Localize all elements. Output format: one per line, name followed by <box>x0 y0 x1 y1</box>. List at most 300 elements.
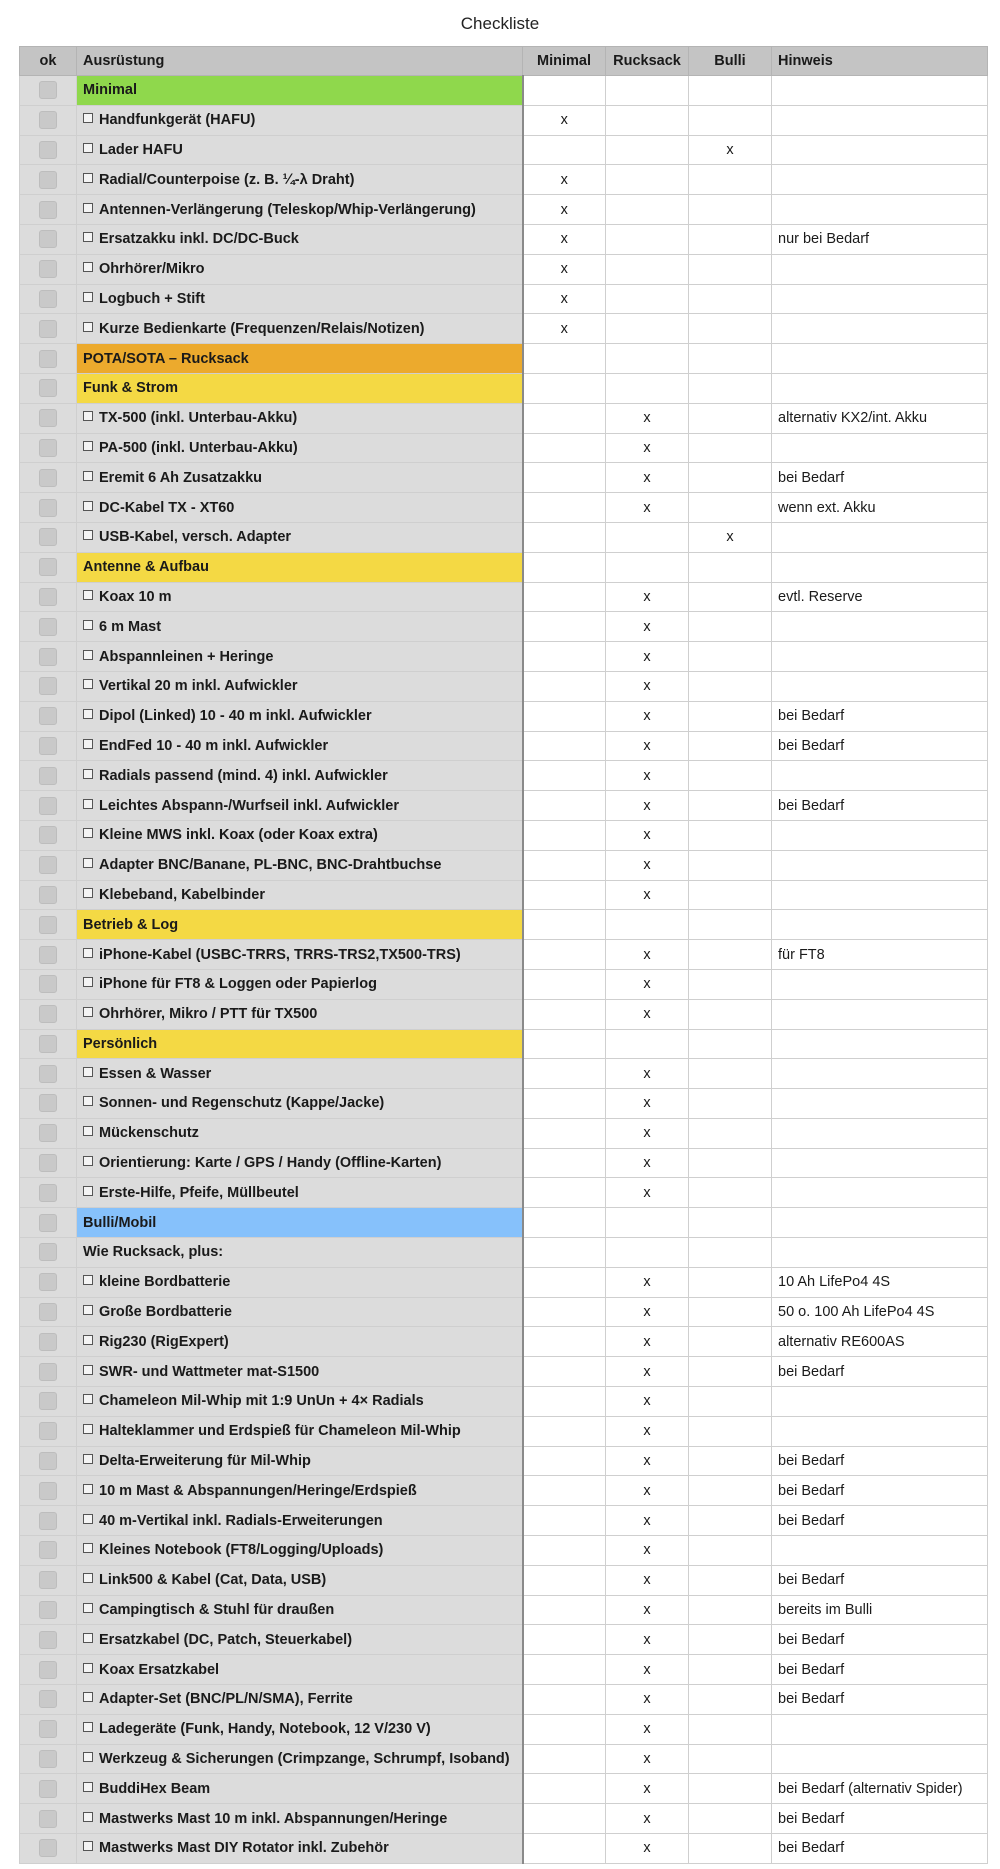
table-row <box>20 1476 988 1506</box>
hint-cell: wenn ext. Akku <box>772 493 988 523</box>
minimal-mark-cell <box>523 940 606 970</box>
ok-checkbox[interactable] <box>39 1750 57 1768</box>
hint-cell: bei Bedarf <box>772 1506 988 1536</box>
item-cell <box>77 880 523 910</box>
ok-cell <box>20 642 77 672</box>
item-label: Ersatzakku inkl. DC/DC-Buck <box>99 231 299 248</box>
bulli-mark-cell <box>689 1387 772 1417</box>
ok-cell <box>20 1804 77 1834</box>
checkbox-glyph-icon <box>83 1603 93 1613</box>
hint-cell <box>772 1178 988 1208</box>
table-row <box>20 1387 988 1417</box>
ok-checkbox[interactable] <box>39 648 57 666</box>
bulli-mark-cell <box>689 761 772 791</box>
hint-cell <box>772 999 988 1029</box>
ok-checkbox[interactable] <box>39 618 57 636</box>
hint-cell: bei Bedarf <box>772 701 988 731</box>
checkbox-glyph-icon <box>83 1841 93 1851</box>
checkbox-glyph-icon <box>83 232 93 242</box>
checkbox-glyph-icon <box>83 1365 93 1375</box>
ok-cell <box>20 1267 77 1297</box>
ok-checkbox[interactable] <box>39 141 57 159</box>
hint-cell: bei Bedarf <box>772 1834 988 1864</box>
bulli-mark-cell <box>689 105 772 135</box>
item-label: Campingtisch & Stuhl für draußen <box>99 1602 335 1619</box>
item-label: Rig230 (RigExpert) <box>99 1333 229 1350</box>
item-cell <box>77 1625 523 1655</box>
section-label: Betrieb & Log <box>83 916 179 933</box>
ok-checkbox[interactable] <box>39 1601 57 1619</box>
item-label: Kurze Bedienkarte (Frequenzen/Relais/Notizen) <box>99 320 425 337</box>
bulli-mark-cell <box>689 910 772 940</box>
hint-cell <box>772 552 988 582</box>
checkbox-glyph-icon <box>83 411 93 421</box>
item-cell <box>77 1118 523 1148</box>
item-cell <box>77 1804 523 1834</box>
minimal-mark-cell <box>523 1476 606 1506</box>
ok-checkbox[interactable] <box>39 1035 57 1053</box>
rucksack-mark-cell: x <box>606 1595 689 1625</box>
ok-checkbox[interactable] <box>39 409 57 427</box>
table-row <box>20 1118 988 1148</box>
ok-checkbox[interactable] <box>39 886 57 904</box>
bulli-mark-cell <box>689 791 772 821</box>
ok-cell <box>20 1357 77 1387</box>
bulli-mark-cell <box>689 344 772 374</box>
minimal-mark-cell: x <box>523 195 606 225</box>
ok-checkbox[interactable] <box>39 260 57 278</box>
ok-checkbox[interactable] <box>39 1363 57 1381</box>
table-row <box>20 701 988 731</box>
checkbox-glyph-icon <box>83 1275 93 1285</box>
ok-checkbox[interactable] <box>39 350 57 368</box>
minimal-mark-cell <box>523 76 606 106</box>
bulli-mark-cell <box>689 433 772 463</box>
rucksack-mark-cell <box>606 254 689 284</box>
item-label: Mückenschutz <box>99 1125 199 1142</box>
table-row <box>20 820 988 850</box>
bulli-mark-cell <box>689 314 772 344</box>
table-row <box>20 403 988 433</box>
hint-cell <box>772 671 988 701</box>
ok-cell <box>20 612 77 642</box>
table-row <box>20 1744 988 1774</box>
item-cell <box>77 1774 523 1804</box>
item-label: TX-500 (inkl. Unterbau-Akku) <box>99 410 298 427</box>
rucksack-mark-cell: x <box>606 1148 689 1178</box>
table-row <box>20 433 988 463</box>
ok-checkbox[interactable] <box>39 1392 57 1410</box>
ok-cell <box>20 522 77 552</box>
bulli-mark-cell <box>689 403 772 433</box>
ok-checkbox[interactable] <box>39 856 57 874</box>
bulli-mark-cell <box>689 1744 772 1774</box>
ok-cell <box>20 671 77 701</box>
item-label: Orientierung: Karte / GPS / Handy (Offline-Karten) <box>99 1155 442 1172</box>
bulli-mark-cell <box>689 1565 772 1595</box>
minimal-mark-cell <box>523 1178 606 1208</box>
ok-checkbox[interactable] <box>39 588 57 606</box>
table-row <box>20 463 988 493</box>
ok-cell <box>20 1655 77 1685</box>
ok-cell <box>20 373 77 403</box>
rucksack-mark-cell: x <box>606 403 689 433</box>
item-label: Koax 10 m <box>99 588 172 605</box>
ok-checkbox[interactable] <box>39 171 57 189</box>
checkbox-glyph-icon <box>83 590 93 600</box>
bulli-mark-cell <box>689 1804 772 1834</box>
table-row <box>20 850 988 880</box>
table-row <box>20 1774 988 1804</box>
hint-cell <box>772 820 988 850</box>
ok-checkbox[interactable] <box>39 1541 57 1559</box>
rucksack-mark-cell: x <box>606 1536 689 1566</box>
item-cell <box>77 135 523 165</box>
item-label: Mastwerks Mast DIY Rotator inkl. Zubehör <box>99 1840 389 1857</box>
ok-cell <box>20 1387 77 1417</box>
table-row <box>20 1416 988 1446</box>
table-row <box>20 1536 988 1566</box>
checkbox-glyph-icon <box>83 471 93 481</box>
item-label: Ersatzkabel (DC, Patch, Steuerkabel) <box>99 1631 353 1648</box>
hint-cell: für FT8 <box>772 940 988 970</box>
ok-checkbox[interactable] <box>39 439 57 457</box>
rucksack-mark-cell: x <box>606 1059 689 1089</box>
table-row <box>20 522 988 552</box>
item-cell <box>77 1267 523 1297</box>
item-label: Radials passend (mind. 4) inkl. Aufwickler <box>99 767 388 784</box>
item-label: Kleine MWS inkl. Koax (oder Koax extra) <box>99 827 378 844</box>
rucksack-mark-cell: x <box>606 1476 689 1506</box>
hint-cell <box>772 195 988 225</box>
item-label: Delta-Erweiterung für Mil-Whip <box>99 1453 311 1470</box>
item-cell <box>77 850 523 880</box>
ok-checkbox[interactable] <box>39 469 57 487</box>
checkbox-glyph-icon <box>83 203 93 213</box>
hint-cell: bei Bedarf <box>772 1446 988 1476</box>
checkbox-glyph-icon <box>83 113 93 123</box>
ok-checkbox[interactable] <box>39 767 57 785</box>
bulli-mark-cell <box>689 1655 772 1685</box>
ok-checkbox[interactable] <box>39 320 57 338</box>
ok-cell <box>20 880 77 910</box>
checkbox-glyph-icon <box>83 1186 93 1196</box>
item-cell <box>77 969 523 999</box>
rucksack-mark-cell: x <box>606 969 689 999</box>
item-cell <box>77 1506 523 1536</box>
section-row <box>20 910 988 940</box>
ok-cell <box>20 1416 77 1446</box>
ok-checkbox[interactable] <box>39 1631 57 1649</box>
ok-checkbox[interactable] <box>39 797 57 815</box>
ok-checkbox[interactable] <box>39 379 57 397</box>
ok-cell <box>20 1238 77 1268</box>
minimal-mark-cell <box>523 1238 606 1268</box>
checkbox-glyph-icon <box>83 1663 93 1673</box>
ok-cell <box>20 344 77 374</box>
ok-checkbox[interactable] <box>39 737 57 755</box>
bulli-mark-cell <box>689 1178 772 1208</box>
item-label: 40 m-Vertikal inkl. Radials-Erweiterungen <box>99 1512 383 1529</box>
rucksack-mark-cell <box>606 76 689 106</box>
ok-checkbox[interactable] <box>39 1810 57 1828</box>
item-label: Handfunkgerät (HAFU) <box>99 112 256 129</box>
checkbox-glyph-icon <box>83 1424 93 1434</box>
ok-checkbox[interactable] <box>39 826 57 844</box>
ok-checkbox[interactable] <box>39 528 57 546</box>
bulli-mark-cell <box>689 701 772 731</box>
checkbox-glyph-icon <box>83 948 93 958</box>
item-cell <box>77 940 523 970</box>
minimal-mark-cell <box>523 582 606 612</box>
minimal-mark-cell <box>523 880 606 910</box>
item-cell <box>77 820 523 850</box>
ok-checkbox[interactable] <box>39 1214 57 1232</box>
minimal-mark-cell <box>523 1834 606 1864</box>
ok-checkbox[interactable] <box>39 1422 57 1440</box>
rucksack-mark-cell <box>606 224 689 254</box>
table-row <box>20 1446 988 1476</box>
checkbox-glyph-icon <box>83 1633 93 1643</box>
section-label: Minimal <box>83 82 137 99</box>
item-label: Antennen-Verlängerung (Teleskop/Whip-Verlängerung) <box>99 201 476 218</box>
ok-checkbox[interactable] <box>39 1094 57 1112</box>
checkbox-glyph-icon <box>83 1007 93 1017</box>
section-row <box>20 552 988 582</box>
minimal-mark-cell <box>523 1059 606 1089</box>
hint-cell <box>772 522 988 552</box>
rucksack-mark-cell: x <box>606 1804 689 1834</box>
hint-cell: bei Bedarf (alternativ Spider) <box>772 1774 988 1804</box>
item-label: Mastwerks Mast 10 m inkl. Abspannungen/Heringe <box>99 1810 448 1827</box>
ok-cell <box>20 820 77 850</box>
minimal-mark-cell <box>523 1804 606 1834</box>
section-row <box>20 373 988 403</box>
ok-checkbox[interactable] <box>39 975 57 993</box>
table-row <box>20 493 988 523</box>
item-label: EndFed 10 - 40 m inkl. Aufwickler <box>99 737 329 754</box>
ok-checkbox[interactable] <box>39 1184 57 1202</box>
minimal-mark-cell <box>523 1536 606 1566</box>
bulli-mark-cell <box>689 1238 772 1268</box>
ok-checkbox[interactable] <box>39 677 57 695</box>
ok-cell <box>20 403 77 433</box>
hint-cell: bei Bedarf <box>772 731 988 761</box>
item-label: Koax Ersatzkabel <box>99 1661 220 1678</box>
rucksack-mark-cell <box>606 1238 689 1268</box>
minimal-mark-cell <box>523 1506 606 1536</box>
column-header-ok: ok <box>20 47 77 76</box>
ok-checkbox[interactable] <box>39 946 57 964</box>
rucksack-mark-cell <box>606 522 689 552</box>
ok-checkbox[interactable] <box>39 1839 57 1857</box>
section-label-cell <box>77 373 523 403</box>
bulli-mark-cell <box>689 254 772 284</box>
hint-cell <box>772 880 988 910</box>
rucksack-mark-cell: x <box>606 671 689 701</box>
table-row <box>20 1267 988 1297</box>
ok-checkbox[interactable] <box>39 1720 57 1738</box>
ok-checkbox[interactable] <box>39 1452 57 1470</box>
ok-checkbox[interactable] <box>39 1690 57 1708</box>
table-row <box>20 791 988 821</box>
rucksack-mark-cell: x <box>606 791 689 821</box>
rucksack-mark-cell: x <box>606 1744 689 1774</box>
table-row <box>20 880 988 910</box>
item-label: Adapter BNC/Banane, PL-BNC, BNC-Drahtbuchse <box>99 857 442 874</box>
bulli-mark-cell <box>689 731 772 761</box>
hint-cell: bereits im Bulli <box>772 1595 988 1625</box>
table-row <box>20 1059 988 1089</box>
rucksack-mark-cell <box>606 1029 689 1059</box>
ok-checkbox[interactable] <box>39 1661 57 1679</box>
ok-checkbox[interactable] <box>39 1780 57 1798</box>
ok-cell <box>20 910 77 940</box>
item-cell <box>77 1565 523 1595</box>
minimal-mark-cell <box>523 791 606 821</box>
minimal-mark-cell <box>523 1446 606 1476</box>
checkbox-glyph-icon <box>83 1096 93 1106</box>
rucksack-mark-cell: x <box>606 1774 689 1804</box>
checkbox-glyph-icon <box>83 1514 93 1524</box>
item-label: Erste-Hilfe, Pfeife, Müllbeutel <box>99 1184 299 1201</box>
minimal-mark-cell: x <box>523 314 606 344</box>
rucksack-mark-cell <box>606 165 689 195</box>
ok-cell <box>20 195 77 225</box>
table-row <box>20 254 988 284</box>
ok-checkbox[interactable] <box>39 1154 57 1172</box>
table-row <box>20 761 988 791</box>
checkbox-glyph-icon <box>83 1305 93 1315</box>
bulli-mark-cell <box>689 1714 772 1744</box>
bulli-mark-cell <box>689 1595 772 1625</box>
bulli-mark-cell <box>689 1416 772 1446</box>
bulli-mark-cell <box>689 1357 772 1387</box>
item-label: Ohrhörer/Mikro <box>99 261 205 278</box>
minimal-mark-cell: x <box>523 165 606 195</box>
checkbox-glyph-icon <box>83 143 93 153</box>
hint-cell: bei Bedarf <box>772 1804 988 1834</box>
item-label: PA-500 (inkl. Unterbau-Akku) <box>99 439 298 456</box>
ok-cell <box>20 105 77 135</box>
hint-cell <box>772 910 988 940</box>
hint-cell: bei Bedarf <box>772 463 988 493</box>
bulli-mark-cell <box>689 284 772 314</box>
checkbox-glyph-icon <box>83 709 93 719</box>
table-row <box>20 1804 988 1834</box>
rucksack-mark-cell: x <box>606 999 689 1029</box>
bulli-mark-cell <box>689 195 772 225</box>
ok-checkbox[interactable] <box>39 81 57 99</box>
item-label: Halteklammer und Erdspieß für Chameleon Mil-Whip <box>99 1423 461 1440</box>
rucksack-mark-cell <box>606 195 689 225</box>
ok-checkbox[interactable] <box>39 1273 57 1291</box>
rucksack-mark-cell: x <box>606 701 689 731</box>
item-label: Kleines Notebook (FT8/Logging/Uploads) <box>99 1542 384 1559</box>
section-row <box>20 1238 988 1268</box>
ok-checkbox[interactable] <box>39 558 57 576</box>
ok-checkbox[interactable] <box>39 1512 57 1530</box>
ok-checkbox[interactable] <box>39 201 57 219</box>
item-label: Essen & Wasser <box>99 1065 212 1082</box>
ok-checkbox[interactable] <box>39 230 57 248</box>
minimal-mark-cell <box>523 1357 606 1387</box>
checkbox-glyph-icon <box>83 1573 93 1583</box>
ok-checkbox[interactable] <box>39 111 57 129</box>
section-label-cell <box>77 76 523 106</box>
checkbox-glyph-icon <box>83 530 93 540</box>
ok-checkbox[interactable] <box>39 707 57 725</box>
bulli-mark-cell <box>689 463 772 493</box>
item-label: kleine Bordbatterie <box>99 1274 231 1291</box>
item-label: Eremit 6 Ah Zusatzakku <box>99 469 263 486</box>
ok-checkbox[interactable] <box>39 1065 57 1083</box>
checklist-table <box>19 46 988 1864</box>
ok-checkbox[interactable] <box>39 1571 57 1589</box>
ok-cell <box>20 1476 77 1506</box>
ok-checkbox[interactable] <box>39 1303 57 1321</box>
ok-checkbox[interactable] <box>39 290 57 308</box>
table-row <box>20 1565 988 1595</box>
table-row <box>20 1714 988 1744</box>
bulli-mark-cell <box>689 1685 772 1715</box>
bulli-mark-cell <box>689 1267 772 1297</box>
table-row <box>20 969 988 999</box>
ok-checkbox[interactable] <box>39 1124 57 1142</box>
minimal-mark-cell <box>523 1595 606 1625</box>
checkbox-glyph-icon <box>83 828 93 838</box>
hint-cell <box>772 1089 988 1119</box>
minimal-mark-cell <box>523 1267 606 1297</box>
item-cell <box>77 671 523 701</box>
minimal-mark-cell <box>523 403 606 433</box>
rucksack-mark-cell <box>606 373 689 403</box>
item-label: DC-Kabel TX - XT60 <box>99 499 235 516</box>
ok-checkbox[interactable] <box>39 1482 57 1500</box>
hint-cell: evtl. Reserve <box>772 582 988 612</box>
ok-checkbox[interactable] <box>39 916 57 934</box>
ok-cell <box>20 969 77 999</box>
rucksack-mark-cell <box>606 314 689 344</box>
item-cell <box>77 254 523 284</box>
ok-checkbox[interactable] <box>39 499 57 517</box>
bulli-mark-cell <box>689 76 772 106</box>
rucksack-mark-cell: x <box>606 1565 689 1595</box>
ok-checkbox[interactable] <box>39 1333 57 1351</box>
minimal-mark-cell: x <box>523 254 606 284</box>
item-cell <box>77 522 523 552</box>
item-label: SWR- und Wattmeter mat-S1500 <box>99 1363 320 1380</box>
item-label: Sonnen- und Regenschutz (Kappe/Jacke) <box>99 1095 385 1112</box>
item-cell <box>77 1148 523 1178</box>
table-row <box>20 1655 988 1685</box>
ok-cell <box>20 463 77 493</box>
table-row <box>20 224 988 254</box>
hint-cell <box>772 1238 988 1268</box>
rucksack-mark-cell <box>606 135 689 165</box>
ok-checkbox[interactable] <box>39 1005 57 1023</box>
table-row <box>20 314 988 344</box>
hint-cell <box>772 1118 988 1148</box>
minimal-mark-cell <box>523 493 606 523</box>
hint-cell <box>772 612 988 642</box>
bulli-mark-cell <box>689 1506 772 1536</box>
ok-checkbox[interactable] <box>39 1243 57 1261</box>
hint-cell <box>772 1387 988 1417</box>
item-label: Lader HAFU <box>99 141 183 158</box>
item-label: BuddiHex Beam <box>99 1780 211 1797</box>
checkbox-glyph-icon <box>83 1394 93 1404</box>
